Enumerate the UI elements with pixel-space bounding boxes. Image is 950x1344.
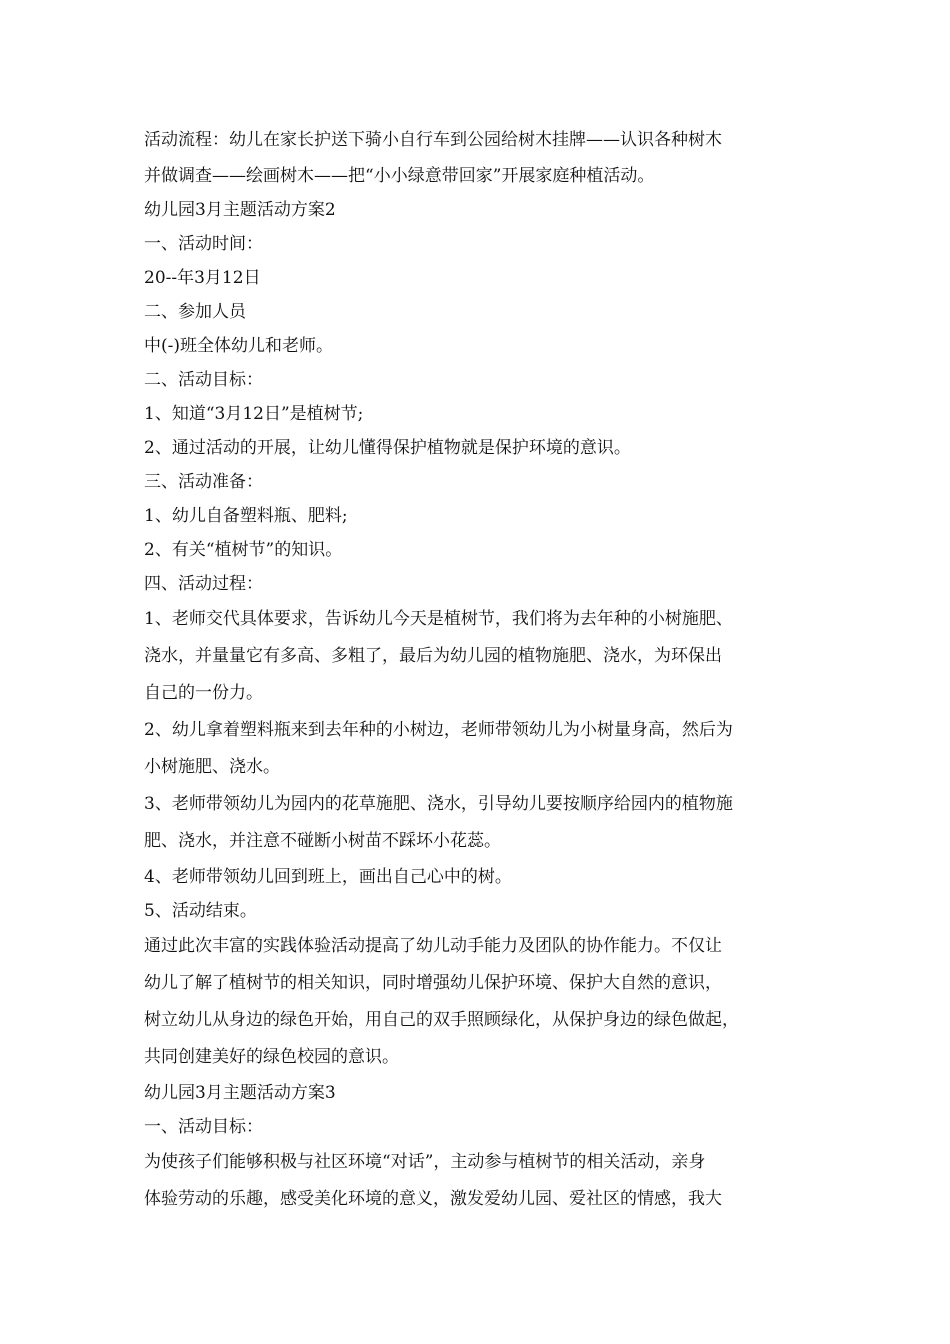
text-line: 四、活动过程： xyxy=(144,574,263,594)
section-heading: 幼儿园3月主题活动方案3 xyxy=(144,1083,336,1103)
text-line: 1、老师交代具体要求，告诉幼儿今天是植树节，我们将为去年种的小树施肥、 xyxy=(144,609,733,629)
text-line: 一、活动目标： xyxy=(144,1117,263,1137)
text-line: 2、有关“植树节”的知识。 xyxy=(144,540,343,560)
section-heading: 幼儿园3月主题活动方案2 xyxy=(144,200,336,220)
text-line: 20--年3月12日 xyxy=(144,268,261,288)
text-line: 为使孩子们能够积极与社区环境“对话”，主动参与植树节的相关活动，亲身 xyxy=(144,1152,706,1172)
text-line: 自己的一份力。 xyxy=(144,683,263,703)
text-line: 5、活动结束。 xyxy=(144,901,257,921)
text-line: 2、幼儿拿着塑料瓶来到去年种的小树边，老师带领幼儿为小树量身高，然后为 xyxy=(144,720,733,740)
text-line: 一、活动时间： xyxy=(144,234,263,254)
text-line: 4、老师带领幼儿回到班上，画出自己心中的树。 xyxy=(144,867,512,887)
text-line: 活动流程：幼儿在家长护送下骑小自行车到公园给树木挂牌——认识各种树木 xyxy=(144,130,722,150)
text-line: 二、参加人员 xyxy=(144,302,246,322)
text-line: 1、知道“3月12日”是植树节; xyxy=(144,404,364,424)
text-line: 共同创建美好的绿色校园的意识。 xyxy=(144,1047,399,1067)
text-line: 并做调查——绘画树木——把“小小绿意带回家”开展家庭种植活动。 xyxy=(144,166,655,186)
document-body xyxy=(144,122,824,1218)
text-line: 1、幼儿自备塑料瓶、肥料; xyxy=(144,506,348,526)
text-line: 肥、浇水，并注意不碰断小树苗不踩坏小花蕊。 xyxy=(144,831,501,851)
text-line: 2、通过活动的开展，让幼儿懂得保护植物就是保护环境的意识。 xyxy=(144,438,631,458)
text-line: 三、活动准备： xyxy=(144,472,263,492)
text-line: 树立幼儿从身边的绿色开始，用自己的双手照顾绿化，从保护身边的绿色做起， xyxy=(144,1010,739,1030)
text-line: 二、活动目标： xyxy=(144,370,263,390)
text-line: 3、老师带领幼儿为园内的花草施肥、浇水，引导幼儿要按顺序给园内的植物施 xyxy=(144,794,733,814)
text-line: 体验劳动的乐趣，感受美化环境的意义，激发爱幼儿园、爱社区的情感，我大 xyxy=(144,1189,722,1209)
text-line: 幼儿了解了植树节的相关知识，同时增强幼儿保护环境、保护大自然的意识， xyxy=(144,973,722,993)
text-line: 中(-)班全体幼儿和老师。 xyxy=(144,336,334,356)
text-line: 通过此次丰富的实践体验活动提高了幼儿动手能力及团队的协作能力。不仅让 xyxy=(144,936,722,956)
text-line: 浇水，并量量它有多高、多粗了，最后为幼儿园的植物施肥、浇水，为环保出 xyxy=(144,646,722,666)
text-line: 小树施肥、浇水。 xyxy=(144,757,280,777)
